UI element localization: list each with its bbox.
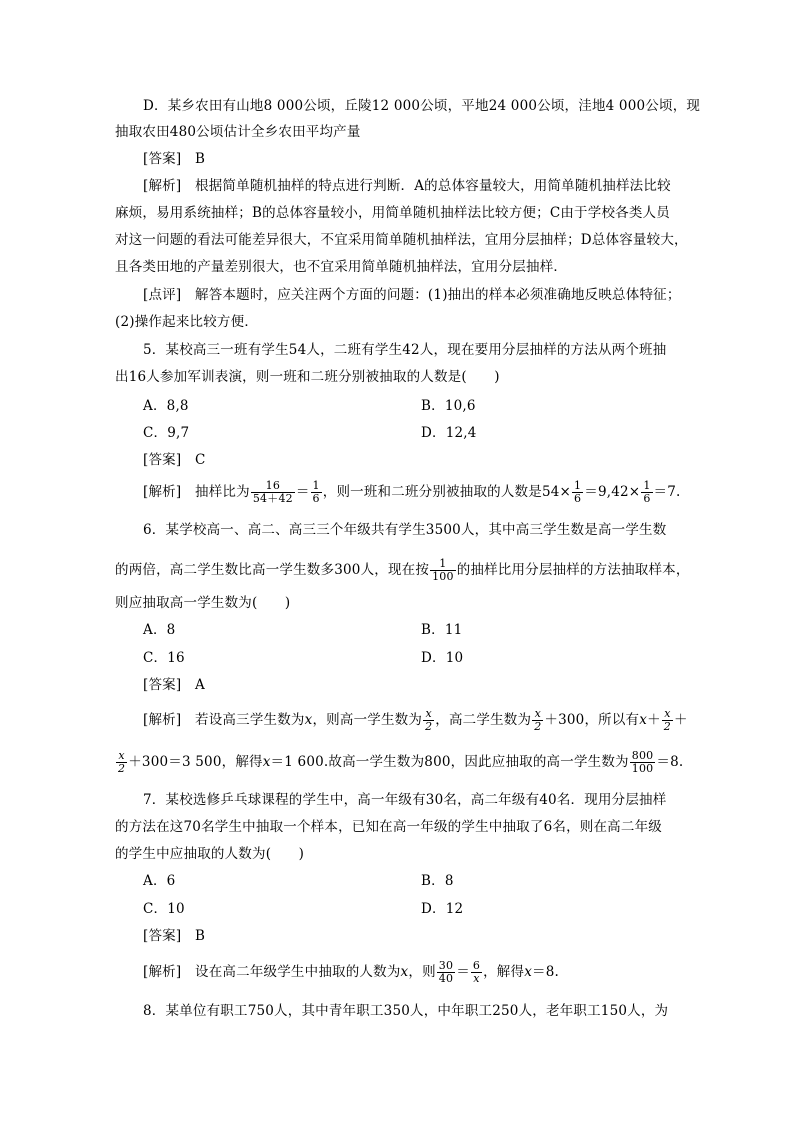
fraction [116,750,127,775]
fraction-numerator: x [664,707,671,720]
variable-x: x [639,712,648,728]
fraction-denominator: 2 [534,720,542,733]
fraction-numerator: x [425,707,432,720]
question-5-option-c: C．9,7 [143,425,190,441]
fraction-numerator: 1 [574,479,582,492]
question-6-explanation-line-1 [143,708,688,733]
question-6-line-2 [115,558,690,583]
explanation-text: ，则高一学生数为 [312,712,423,728]
question-5-option-d: D．12,4 [421,425,477,441]
fraction [572,480,583,505]
question-8-line-1: 8．某单位有职工750人，其中青年职工350人，中年职工250人，老年职工150人，为 [143,1003,669,1019]
fraction-numerator: 1 [439,557,447,570]
question-5-option-b: B．10,6 [421,398,476,414]
fraction-denominator: 54＋42 [252,492,293,505]
explanation-text: ，则一班和二班分别被抽取的人数是54× [322,484,572,500]
explanation-text: ＝7. [653,484,681,500]
question-6-option-c: C．16 [143,650,185,666]
question-7-option-c: C．10 [143,901,185,917]
explanation-line-3: 对这一问题的看法可能差异很大，不宜采用简单随机抽样法，宜用分层抽样；D总体容量较大， [115,232,688,248]
explanation-text: ，则 [408,964,436,980]
fraction-denominator: 100 [631,762,654,775]
question-7-line-3: 的学生中应抽取的人数为( ) [115,846,305,862]
fraction-numerator: 1 [312,479,320,492]
variable-x: x [400,964,409,980]
question-5-answer: [答案] C [143,452,206,468]
answer-label: [答案] B [143,151,206,167]
question-text: 的两倍，高二学生数比高一学生数多300人，现在按 [115,562,430,578]
question-7-answer: [答案] B [143,928,206,944]
question-6-answer: [答案] A [143,677,205,693]
explanation-text: ＋300＝3 500，解得 [128,754,263,770]
fraction [630,750,656,775]
fraction [641,480,652,505]
question-5-line-2: 出16人参加军训表演，则一班和二班分别被抽取的人数是( ) [115,369,500,385]
question-7-line-1: 7．某校选修乒乓球课程的学生中，高一年级有30名，高二年级有40名．现用分层抽样 [143,792,667,808]
fraction [437,960,455,985]
fraction-numerator: 6 [472,959,481,972]
explanation-text: ＋300，所以有 [544,712,640,728]
fraction-denominator: 2 [425,720,433,733]
fraction-numerator: 800 [631,749,654,762]
question-7-explanation [143,960,559,985]
fraction-denominator: 40 [438,972,454,985]
question-5-option-a: A．8,8 [143,398,189,414]
explanation-text: [解析] 若设高三学生数为 [143,712,305,728]
fraction-denominator: x [471,972,482,985]
variable-x: x [262,754,271,770]
explanation-text: ＝8. [532,964,560,980]
fraction-numerator: 30 [438,959,454,972]
fraction-denominator: 6 [312,492,320,505]
explanation-text: ＝ [456,964,470,980]
fraction-numerator: x [118,749,125,762]
variable-x: x [524,964,533,980]
explanation-line-4: 且各类田地的产量差别很大，也不宜采用简单随机抽样法，宜用分层抽样． [115,259,568,275]
question-text: 的抽样比用分层抽样的方法抽取样本， [456,562,690,578]
question-7-option-a: A．6 [143,873,176,889]
question-6-option-d: D．10 [421,650,464,666]
explanation-text: ＝9,42× [584,484,641,500]
fraction [251,480,295,505]
question-6-explanation-line-2 [115,750,683,775]
review-line-1: [点评] 解答本题时，应关注两个方面的问题：(1)抽出的样本必须准确地反映总体特征； [143,287,681,303]
fraction [311,480,322,505]
explanation-text: ＝8. [656,754,684,770]
fraction-numerator: 16 [265,479,281,492]
question-6-line-1: 6．某学校高一、高二、高三三个年级共有学生3500人，其中高三学生数是高一学生数 [143,522,667,538]
explanation-text: [解析] 抽样比为 [143,484,250,500]
explanation-line-2: 麻烦，易用系统抽样；B的总体容量较小，用简单随机抽样法比较方便；C由于学校各类人员 [115,205,670,221]
question-5-explanation [143,480,681,505]
explanation-text: ，解得 [483,964,525,980]
fraction-denominator: 2 [118,762,126,775]
fraction [430,558,456,583]
fraction-denominator: 6 [574,492,582,505]
option-d-text-line-1: D．某乡农田有山地8 000公顷，丘陵12 000公顷，平地24 000公顷，洼地4 000公顷，现 [143,98,701,114]
fraction-denominator: 6 [643,492,651,505]
fraction [662,708,673,733]
question-6-line-3: 则应抽取高一学生数为( ) [115,595,291,611]
option-d-text-line-2: 抽取农田480公顷估计全乡农田平均产量 [115,124,361,140]
explanation-text: ＋ [674,712,688,728]
question-5-line-1: 5．某校高三一班有学生54人，二班有学生42人，现在要用分层抽样的方法从两个班抽 [143,342,667,358]
question-6-option-b: B．11 [421,622,463,638]
variable-x: x [304,712,313,728]
question-7-option-d: D．12 [421,901,464,917]
question-7-line-2: 的方法在这70名学生中抽取一个样本，已知在高一年级的学生中抽取了6名，则在高二年级 [115,819,662,835]
question-6-option-a: A．8 [143,622,176,638]
fraction-numerator: 1 [643,479,651,492]
review-line-2: (2)操作起来比较方便． [115,314,259,330]
fraction [423,708,434,733]
fraction-denominator: 2 [663,720,671,733]
explanation-text: ＝1 600.故高一学生数为800，因此应抽取的高一学生数为 [270,754,629,770]
fraction [471,960,482,985]
fraction-numerator: x [534,707,541,720]
question-7-option-b: B．8 [421,873,454,889]
explanation-text: ＋ [647,712,661,728]
fraction-denominator: 100 [432,570,454,583]
explanation-line-1: [解析] 根据简单随机抽样的特点进行判断．A的总体容量较大，用简单随机抽样法比较 [143,178,671,194]
explanation-text: ，高二学生数为 [435,712,532,728]
fraction [532,708,543,733]
explanation-text: ＝ [295,484,310,500]
explanation-text: [解析] 设在高二年级学生中抽取的人数为 [143,964,401,980]
